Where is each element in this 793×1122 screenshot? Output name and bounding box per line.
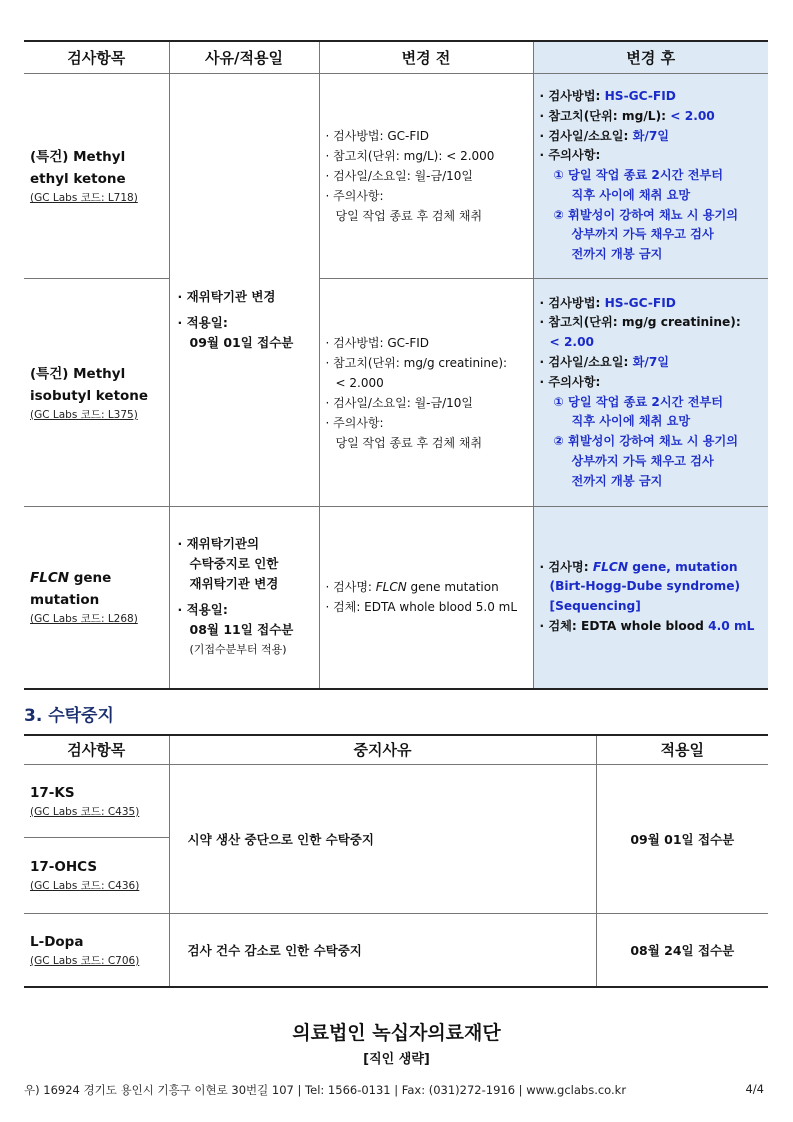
after-caution-line: 상부까지 가득 채우고 검사	[571, 453, 714, 468]
before-line: 당일 작업 종료 후 검체 채취	[335, 209, 483, 223]
after-test-name-line: (Birt-Hogg-Dube syndrome)	[549, 579, 741, 594]
reason-text: · 재위탁기관의	[177, 536, 260, 552]
after-cell	[533, 74, 768, 279]
suspension-table-header	[24, 735, 768, 765]
item-code: (GC Labs 코드: C435)	[30, 805, 140, 818]
before-cell	[319, 507, 533, 689]
before-line: · 검사방법: GC-FID	[325, 335, 430, 350]
footer-address: 우) 16924 경기도 용인시 기흥구 이현로 30번길 107 | Tel: 1566-0131 | Fax: (031)272-1916 | www.gclabs.co.kr	[24, 1083, 627, 1097]
after-reference: · 참고치(단위: mg/L): < 2.00	[539, 108, 715, 123]
before-line: · 검사방법: GC-FID	[325, 129, 430, 143]
footer	[24, 1082, 768, 1098]
before-line: · 검체: EDTA whole blood 5.0 mL	[325, 600, 518, 615]
apply-note: (기접수분부터 적용)	[189, 643, 287, 657]
item-code: (GC Labs 코드: C436)	[30, 880, 140, 892]
item-cell	[24, 764, 169, 837]
after-days: · 검사일/소요일: 화/7일	[539, 354, 670, 369]
item-cell	[24, 913, 169, 987]
item-code: (GC Labs 코드: C706)	[30, 954, 140, 967]
before-line: · 검사명: FLCN gene mutation	[325, 580, 499, 595]
before-line: · 검사일/소요일: 월-금/10일	[325, 395, 474, 410]
item-cell	[24, 837, 169, 913]
after-caution-label: · 주의사항:	[539, 148, 601, 163]
apply-date: 09월 01일 접수분	[189, 335, 294, 350]
after-cell	[533, 279, 768, 507]
item-name: FLCN gene	[30, 570, 112, 587]
before-line: · 참고치(단위: mg/g creatinine):	[325, 355, 508, 370]
suspension-reason: 시약 생산 중단으로 인한 수탁중지	[169, 764, 596, 913]
reason-text: 수탁중지로 인한	[189, 556, 279, 572]
reason-text: 재위탁기관 변경	[189, 576, 279, 592]
item-name: (특건) Methyl	[30, 149, 126, 165]
item-code: (GC Labs 코드: L375)	[30, 408, 138, 421]
foundation-name: 의료법인 녹십자의료재단	[292, 1022, 501, 1044]
document-page	[24, 40, 768, 988]
after-reference: · 참고치(단위: mg/g creatinine):	[539, 315, 741, 330]
after-method: · 검사방법: HS-GC-FID	[539, 295, 676, 310]
after-caution-line: 직후 사이에 채취 요망	[571, 187, 691, 202]
item-name: L-Dopa	[30, 933, 84, 950]
after-method: · 검사방법: HS-GC-FID	[539, 88, 676, 103]
header-item: 검사항목	[24, 735, 169, 765]
item-name: isobutyl ketone	[30, 387, 149, 404]
item-name: (특건) Methyl	[30, 365, 126, 382]
table-row	[24, 507, 768, 689]
suspension-date: 09월 01일 접수분	[596, 764, 768, 913]
after-test-name: · 검사명: FLCN gene, mutation	[539, 559, 738, 574]
after-specimen: · 검체: EDTA whole blood 4.0 mL	[539, 619, 755, 634]
header-after: 변경 후	[533, 41, 768, 74]
table-row	[24, 74, 768, 279]
reason-cell	[169, 74, 319, 507]
before-cell	[319, 279, 533, 507]
item-code: (GC Labs 코드: L268)	[30, 613, 138, 626]
after-reference-value: < 2.00	[549, 335, 595, 350]
header-date: 적용일	[596, 735, 768, 765]
reason-text: · 재위탁기관 변경	[177, 289, 276, 304]
after-caution-line: ① 당일 작업 종료 2시간 전부터	[553, 168, 724, 183]
after-caution-line: ② 휘발성이 강하여 채뇨 시 용기의	[553, 434, 739, 449]
apply-date: 08월 11일 접수분	[189, 622, 294, 638]
header-reason: 중지사유	[169, 735, 596, 765]
suspension-date: 08월 24일 접수분	[596, 913, 768, 987]
apply-label: · 적용일:	[177, 315, 228, 330]
reason-cell	[169, 507, 319, 689]
item-name: mutation	[30, 592, 100, 609]
header-before: 변경 전	[319, 41, 533, 74]
after-caution-line: ① 당일 작업 종료 2시간 전부터	[553, 394, 724, 409]
after-days: · 검사일/소요일: 화/7일	[539, 128, 670, 143]
after-caution-line: 전까지 개봉 금지	[571, 247, 663, 262]
before-line: · 참고치(단위: mg/L): < 2.000	[325, 149, 495, 163]
after-caution-label: · 주의사항:	[539, 374, 601, 389]
before-line: 당일 작업 종료 후 검체 채취	[335, 435, 483, 450]
after-caution-line: 상부까지 가득 채우고 검사	[571, 227, 714, 242]
before-line: · 주의사항:	[325, 189, 384, 203]
before-line: · 주의사항:	[325, 415, 384, 430]
item-name: 17-OHCS	[30, 859, 98, 875]
after-cell	[533, 507, 768, 689]
header-reason: 사유/적용일	[169, 41, 319, 74]
table-row	[24, 279, 768, 507]
page-number: 4/4	[745, 1082, 764, 1096]
header-item: 검사항목	[24, 41, 169, 74]
item-cell	[24, 74, 169, 279]
section-title: 3. 수탁중지	[24, 705, 114, 726]
suspension-table	[24, 734, 768, 989]
change-table-header	[24, 41, 768, 74]
table-row	[24, 764, 768, 837]
seal-omitted-note: [직인 생략]	[363, 1052, 430, 1067]
table-row	[24, 913, 768, 987]
after-caution-line: 전까지 개봉 금지	[571, 473, 663, 488]
item-cell	[24, 279, 169, 507]
item-name: ethyl ketone	[30, 171, 126, 187]
apply-label: · 적용일:	[177, 602, 228, 618]
item-cell	[24, 507, 169, 689]
item-name: 17-KS	[30, 784, 75, 801]
after-caution-line: 직후 사이에 채취 요망	[571, 414, 691, 429]
before-cell	[319, 74, 533, 279]
after-caution-line: ② 휘발성이 강하여 채뇨 시 용기의	[553, 207, 739, 222]
before-line: < 2.000	[335, 375, 384, 390]
item-code: (GC Labs 코드: L718)	[30, 192, 138, 204]
before-line: · 검사일/소요일: 월-금/10일	[325, 169, 474, 183]
after-test-name-line: [Sequencing]	[549, 599, 641, 614]
suspension-reason: 검사 건수 감소로 인한 수탁중지	[169, 913, 596, 987]
change-table	[24, 40, 768, 690]
